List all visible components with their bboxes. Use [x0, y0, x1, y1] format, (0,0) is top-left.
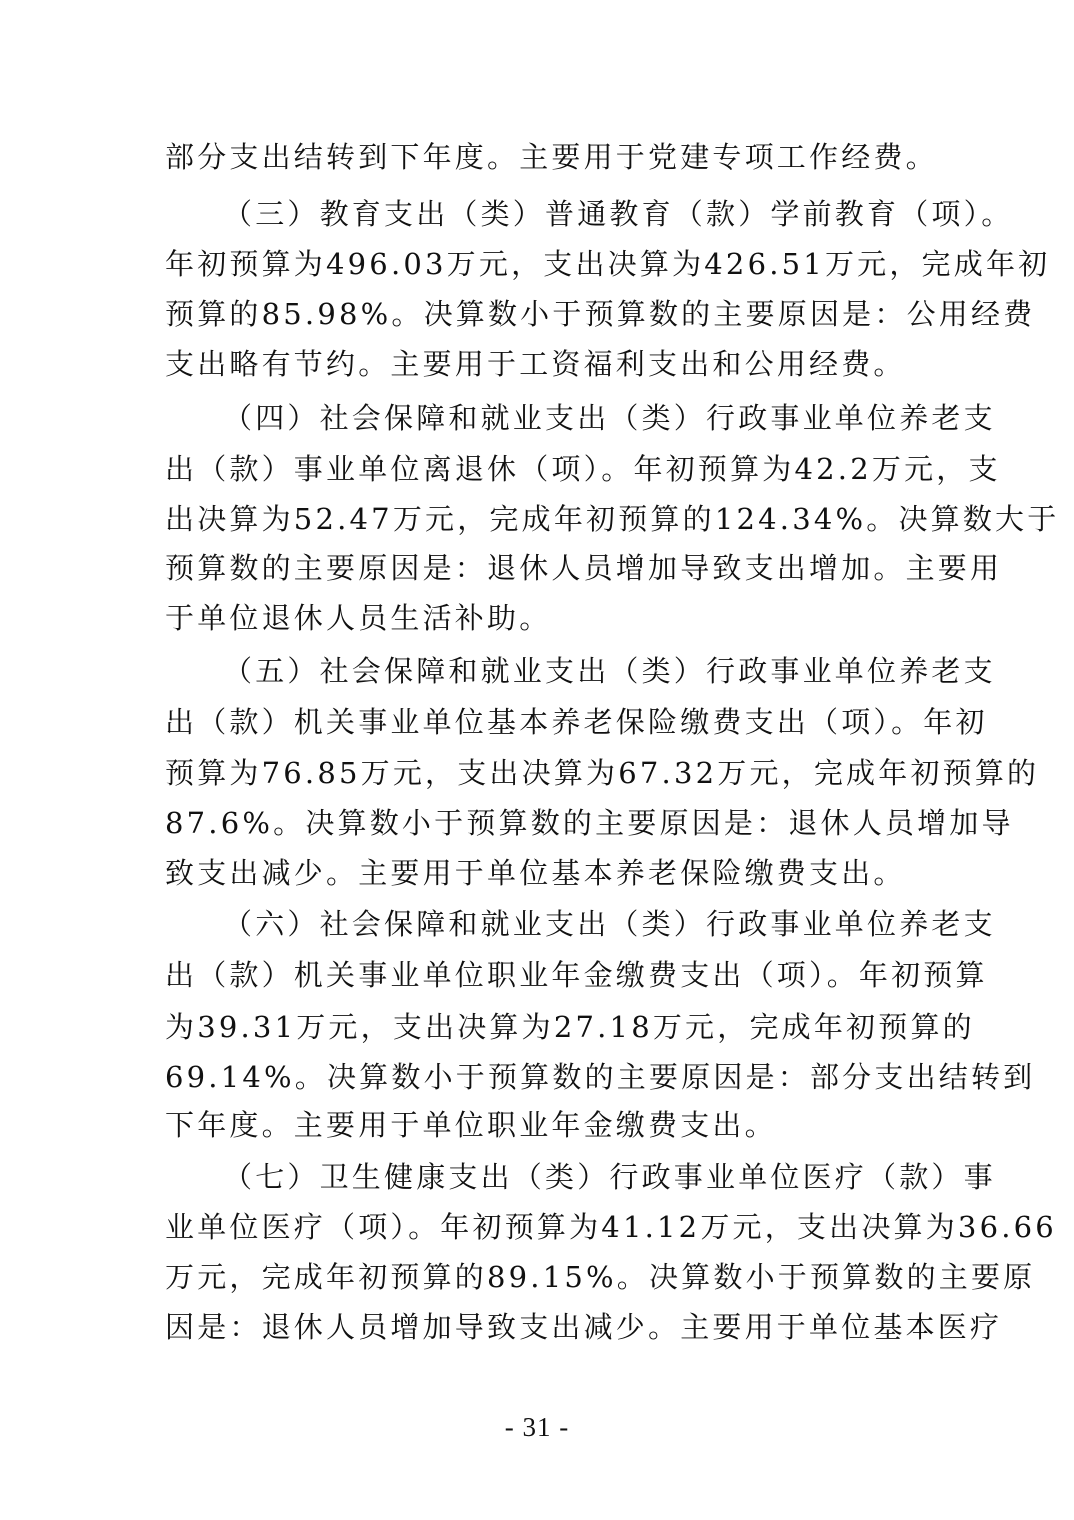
section-heading-6: （六）社会保障和就业支出（类）行政事业单位养老支 — [223, 907, 996, 941]
text-line-10: 于单位退休人员生活补助。 — [165, 601, 552, 635]
text-line-24: 因是：退休人员增加导致支出减少。主要用于单位基本医疗 — [165, 1310, 1003, 1344]
text-line-22: 业单位医疗（项）。年初预算为41.12万元，支出决算为36.66 — [165, 1210, 1057, 1244]
text-line-5: 支出略有节约。主要用于工资福利支出和公用经费。 — [165, 347, 906, 381]
text-line-17: 出（款）机关事业单位职业年金缴费支出（项）。年初预算 — [165, 958, 988, 992]
page-number: - 31 - — [504, 1412, 570, 1442]
text-line-8: 出决算为52.47万元，完成年初预算的124.34%。决算数大于 — [165, 502, 1060, 536]
text-line-19: 69.14%。决算数小于预算数的主要原因是：部分支出结转到 — [165, 1060, 1036, 1094]
text-line-4: 预算的85.98%。决算数小于预算数的主要原因是：公用经费 — [165, 297, 1036, 331]
section-heading-7: （七）卫生健康支出（类）行政事业单位医疗（款）事 — [223, 1160, 996, 1194]
text-line-12: 出（款）机关事业单位基本养老保险缴费支出（项）。年初 — [165, 705, 988, 739]
text-line-23: 万元，完成年初预算的89.15%。决算数小于预算数的主要原 — [165, 1260, 1036, 1294]
text-line-18: 为39.31万元，支出决算为27.18万元，完成年初预算的 — [165, 1010, 975, 1044]
text-line-7: 出（款）事业单位离退休（项）。年初预算为42.2万元，支 — [165, 452, 1001, 486]
text-line-9: 预算数的主要原因是：退休人员增加导致支出增加。主要用 — [165, 551, 1003, 585]
text-line-1: 部分支出结转到下年度。主要用于党建专项工作经费。 — [165, 140, 938, 174]
text-line-15: 致支出减少。主要用于单位基本养老保险缴费支出。 — [165, 856, 906, 890]
section-heading-4: （四）社会保障和就业支出（类）行政事业单位养老支 — [223, 401, 996, 435]
section-heading-5: （五）社会保障和就业支出（类）行政事业单位养老支 — [223, 654, 996, 688]
text-line-3: 年初预算为496.03万元，支出决算为426.51万元，完成年初 — [165, 247, 1051, 281]
text-line-13: 预算为76.85万元，支出决算为67.32万元，完成年初预算的 — [165, 756, 1040, 790]
text-line-20: 下年度。主要用于单位职业年金缴费支出。 — [165, 1108, 777, 1142]
text-line-14: 87.6%。决算数小于预算数的主要原因是：退休人员增加导 — [165, 806, 1014, 840]
section-heading-3: （三）教育支出（类）普通教育（款）学前教育（项）。 — [223, 197, 1014, 231]
